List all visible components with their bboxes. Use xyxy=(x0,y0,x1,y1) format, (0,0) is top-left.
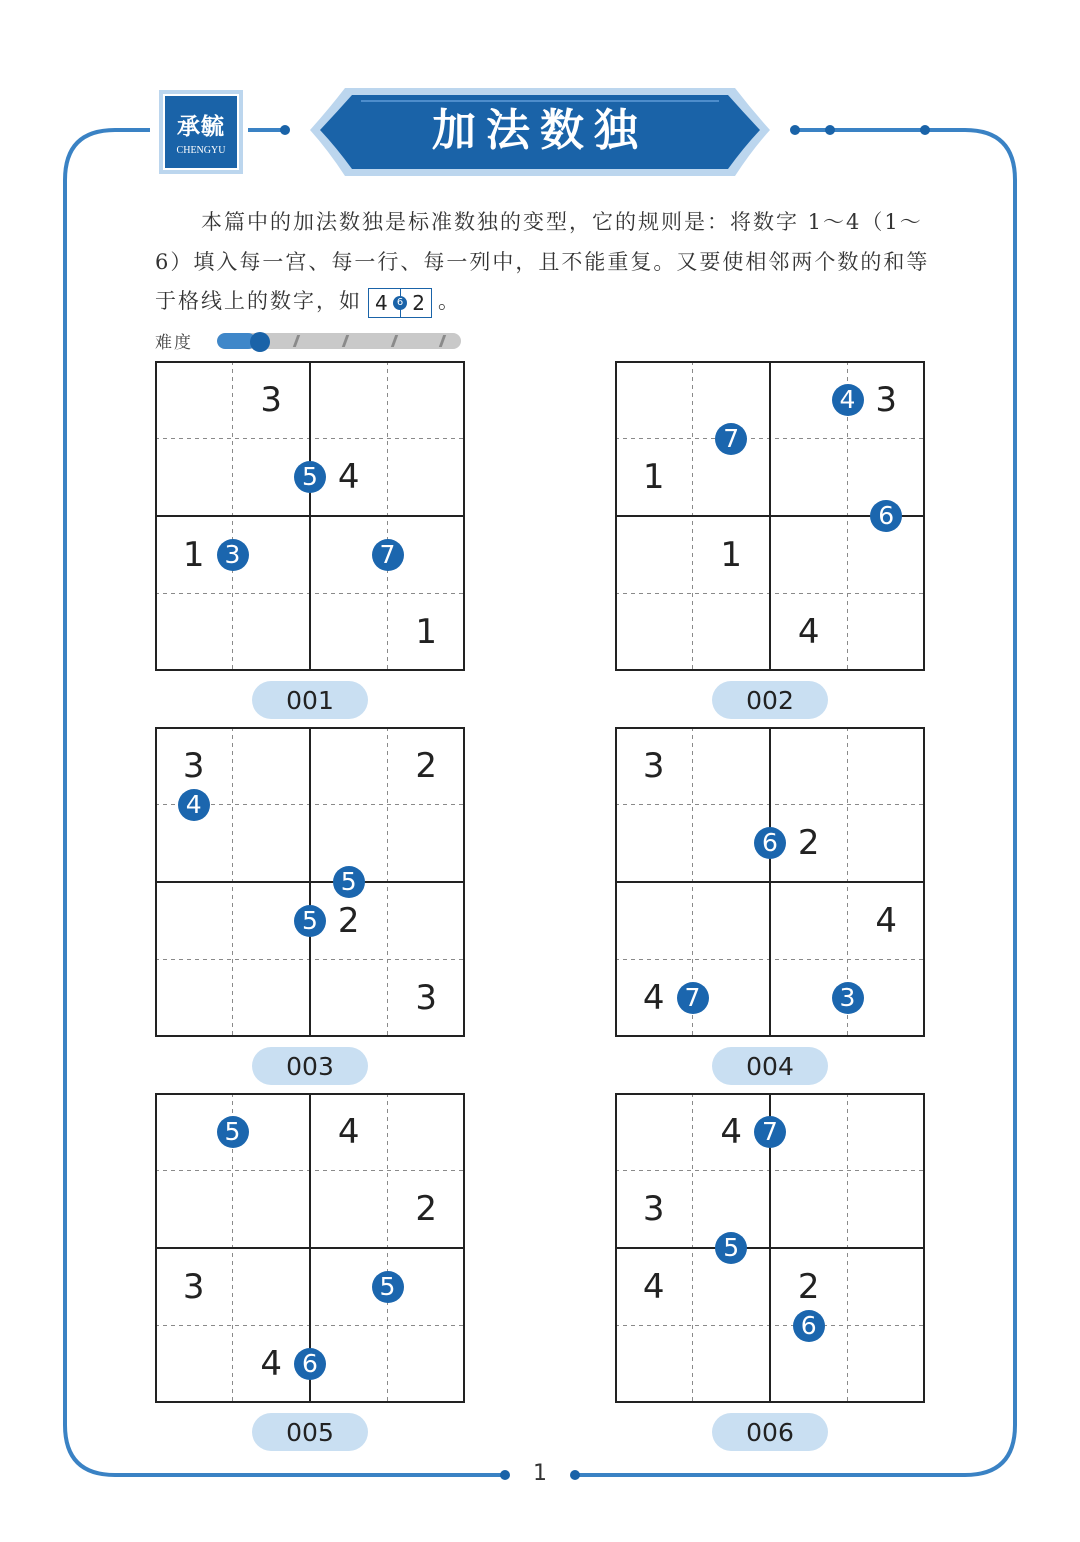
given-number: 4 xyxy=(260,1344,283,1385)
puzzle-label: 001 xyxy=(252,681,368,719)
given-number: 2 xyxy=(797,823,820,864)
puzzle-label: 005 xyxy=(252,1413,368,1451)
difficulty-tick xyxy=(391,335,398,347)
sum-clue: 3 xyxy=(832,982,864,1014)
given-number: 4 xyxy=(642,1266,665,1307)
given-number: 1 xyxy=(720,534,743,575)
sum-clue: 3 xyxy=(217,539,249,571)
sum-clue: 5 xyxy=(294,461,326,493)
given-number: 2 xyxy=(797,1266,820,1307)
given-number: 3 xyxy=(260,379,283,420)
puzzle-label: 006 xyxy=(712,1413,828,1451)
sum-clue: 6 xyxy=(793,1310,825,1342)
puzzle-label: 003 xyxy=(252,1047,368,1085)
sum-clue: 6 xyxy=(754,827,786,859)
given-number: 2 xyxy=(415,745,438,786)
sum-clue: 7 xyxy=(677,982,709,1014)
sum-clue: 7 xyxy=(715,423,747,455)
given-number: 4 xyxy=(720,1111,743,1152)
puzzle-label: 004 xyxy=(712,1047,828,1085)
given-number: 2 xyxy=(415,1189,438,1230)
puzzle-006 xyxy=(615,1093,925,1403)
sum-clue: 4 xyxy=(832,384,864,416)
puzzle-001 xyxy=(155,361,465,671)
given-number: 3 xyxy=(642,745,665,786)
given-number: 4 xyxy=(797,612,820,653)
logo-badge xyxy=(163,94,239,170)
sum-clue: 7 xyxy=(754,1116,786,1148)
sum-clue: 6 xyxy=(294,1348,326,1380)
example-box xyxy=(368,288,432,318)
given-number: 4 xyxy=(337,457,360,498)
puzzle-002 xyxy=(615,361,925,671)
given-number: 3 xyxy=(415,978,438,1019)
given-number: 2 xyxy=(337,900,360,941)
puzzle-label: 002 xyxy=(712,681,828,719)
given-number: 3 xyxy=(182,1266,205,1307)
given-number: 3 xyxy=(875,379,898,420)
puzzle-003 xyxy=(155,727,465,1037)
sum-clue: 5 xyxy=(294,905,326,937)
rules-paragraph xyxy=(155,203,935,322)
difficulty-tick xyxy=(293,335,300,347)
puzzle-004 xyxy=(615,727,925,1037)
rules-ending: 。 xyxy=(438,289,461,313)
given-number: 4 xyxy=(875,900,898,941)
difficulty-tick xyxy=(342,335,349,347)
page-number: 1 xyxy=(533,1461,547,1486)
example-right: 2 xyxy=(412,290,425,315)
sum-clue: 5 xyxy=(372,1271,404,1303)
rules-text: 本篇中的加法数独是标准数独的变型，它的规则是：将数字 1～4（1～6）填入每一宫、每一行、每一列中，且不能重复。又要使相邻两个数的和等于格线上的数字，如 xyxy=(155,210,930,313)
sum-clue: 6 xyxy=(870,500,902,532)
given-number: 4 xyxy=(642,978,665,1019)
given-number: 3 xyxy=(182,745,205,786)
puzzle-005 xyxy=(155,1093,465,1403)
given-number: 4 xyxy=(337,1111,360,1152)
sum-clue: 5 xyxy=(715,1232,747,1264)
given-number: 1 xyxy=(415,612,438,653)
sum-clue: 4 xyxy=(178,789,210,821)
difficulty-tick xyxy=(439,335,446,347)
example-left: 4 xyxy=(375,290,388,315)
page-title: 加法数独 xyxy=(432,105,648,156)
sum-clue: 5 xyxy=(333,866,365,898)
logo-subtext: CHENGYU xyxy=(176,145,226,156)
difficulty-knob xyxy=(250,332,270,352)
logo xyxy=(157,88,245,176)
sum-clue: 7 xyxy=(372,539,404,571)
given-number: 3 xyxy=(642,1189,665,1230)
sum-clue: 5 xyxy=(217,1116,249,1148)
logo-text: 承毓 xyxy=(177,113,225,140)
example-sum: 6 xyxy=(393,296,407,310)
given-number: 1 xyxy=(182,534,205,575)
difficulty-label: 难度 xyxy=(155,333,193,353)
given-number: 1 xyxy=(642,457,665,498)
